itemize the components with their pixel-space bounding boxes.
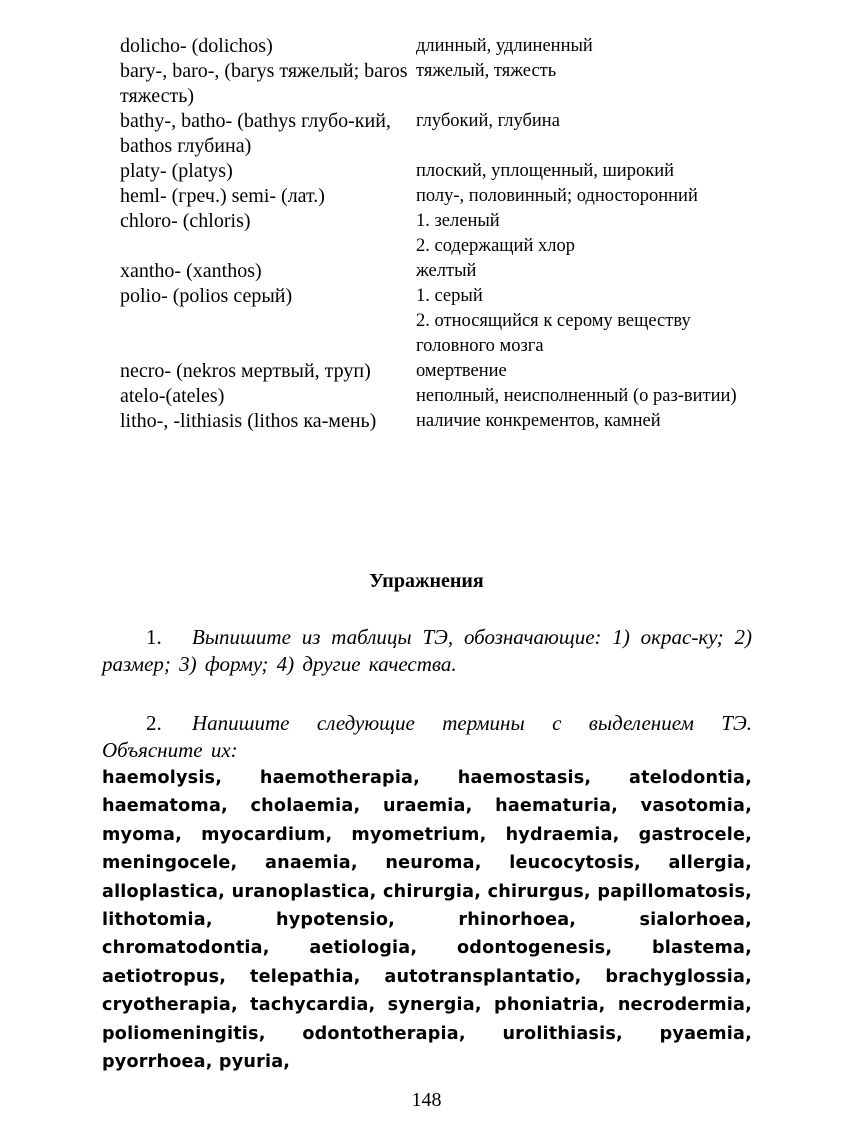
exercise-1 bbox=[102, 624, 752, 678]
table-row bbox=[120, 34, 760, 59]
meaning-cell: полу-, половинный; односторонний bbox=[416, 186, 698, 206]
term-cell: chloro- (chloris) bbox=[120, 210, 251, 232]
exercise-2-number: 2. bbox=[146, 711, 162, 735]
term-cell: platy- (platys) bbox=[120, 160, 233, 182]
term-cell: bary-, baro-, (barys тяжелый; baros тяжесть) bbox=[120, 60, 408, 107]
term-cell: xantho- (xanthos) bbox=[120, 260, 262, 282]
section-heading: Упражнения bbox=[369, 570, 484, 592]
exercise-2-instruction: Напишите следующие термины с выделением ТЭ. Объясните их: bbox=[102, 711, 752, 762]
term-cell: heml- (греч.) semi- (лат.) bbox=[120, 185, 325, 207]
term-cell: bathy-, batho- (bathys глубо-кий, bathos глубина) bbox=[120, 110, 391, 157]
term-cell: dolicho- (dolichos) bbox=[120, 35, 273, 57]
exercise-2-text bbox=[102, 710, 752, 764]
term-cell: atelo-(ateles) bbox=[120, 385, 225, 407]
table-row bbox=[120, 209, 760, 259]
table-row bbox=[120, 409, 760, 434]
exercise-1-number: 1. bbox=[146, 625, 162, 649]
table-row bbox=[120, 359, 760, 384]
meaning-cell: тяжелый, тяжесть bbox=[416, 61, 557, 81]
term-cell: litho-, -lithiasis (lithos ка-мень) bbox=[120, 410, 377, 432]
term-cell: polio- (polios серый) bbox=[120, 285, 293, 307]
exercise-1-instruction: Выпишите из таблицы ТЭ, обозначающие: 1) окрас-ку; 2) размер; 3) форму; 4) другие качества. bbox=[102, 625, 752, 676]
meaning-cell: глубокий, глубина bbox=[416, 111, 560, 131]
exercise-1-text bbox=[102, 624, 752, 678]
table-row bbox=[120, 59, 760, 109]
table-row bbox=[120, 259, 760, 284]
meaning-cell: омертвение bbox=[416, 361, 507, 381]
table-row bbox=[120, 384, 760, 409]
meaning-cell: длинный, удлиненный bbox=[416, 36, 593, 56]
table-row bbox=[120, 109, 760, 159]
page-number: 148 bbox=[411, 1089, 442, 1111]
meaning-cell: 1. зеленый 2. содержащий хлор bbox=[416, 211, 575, 256]
table-row bbox=[120, 159, 760, 184]
meaning-cell: неполный, неисполненный (о раз-витии) bbox=[416, 386, 737, 406]
meaning-cell: 1. серый 2. относящийся к серому веществу головного мозга bbox=[416, 286, 691, 356]
exercise-2 bbox=[102, 710, 752, 1076]
term-element-table bbox=[120, 34, 760, 434]
meaning-cell: наличие конкрементов, камней bbox=[416, 411, 661, 431]
meaning-cell: плоский, уплощенный, широкий bbox=[416, 161, 674, 181]
meaning-cell: желтый bbox=[416, 261, 477, 281]
exercise-2-terms-list: haemolysis, haemotherapia, haemostasis, atelodontia, haematoma, cholaemia, uraemia, haematuria, vasotomia, myoma, myocardium, myometrium, hydraemia, gastrocele, meningocele, anaemia, neuroma, leucocytosis, allergia, alloplastica, uranoplastica, chirurgia, chirurgus, papillomatosis, lithotomia, hypotensio, rhinorhoea, sialorhoea, chromatodontia, aetiologia, odontogenesis, blastema, aetiotropus, telepathia, autotransplantatio, brachyglossia, cryotherapia, tachycardia, synergia, phoniatria, necrodermia, poliomeningitis, odontotherapia, urolithiasis, pyaemia, pyorrhoea, pyuria, bbox=[102, 768, 752, 1073]
table-row bbox=[120, 184, 760, 209]
term-cell: necro- (nekros мертвый, труп) bbox=[120, 360, 371, 382]
table-row bbox=[120, 284, 760, 359]
